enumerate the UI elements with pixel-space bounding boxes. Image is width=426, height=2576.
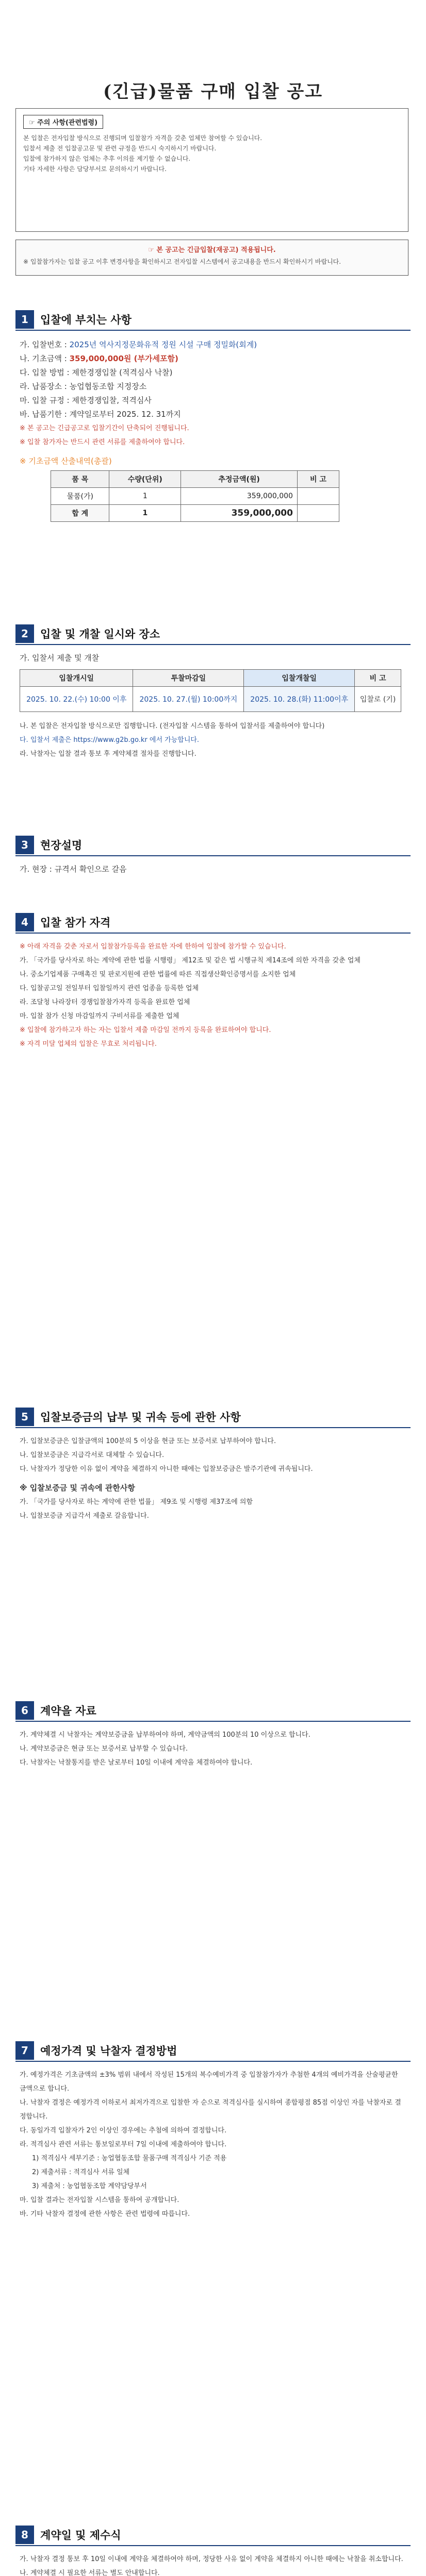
cell: 1: [109, 488, 181, 505]
section-title: 현장설명: [40, 839, 83, 852]
text-line: 바. 기타 낙찰자 결정에 관한 사항은 관련 법령에 따릅니다.: [20, 2210, 190, 2218]
section-title: 계약일 및 제수식: [40, 2529, 121, 2541]
budget-table: [51, 470, 339, 522]
summary-heading: ☞ 주의 사항(관련법령): [23, 115, 103, 129]
section-title: 예정가격 및 낙찰자 결정방법: [40, 2045, 177, 2057]
section-title: 입찰보증금의 납부 및 귀속 등에 관한 사항: [40, 1411, 241, 1423]
item-row: 라. 납품장소 : 농업협동조합 지정장소: [20, 382, 147, 391]
section-6: [15, 1700, 411, 1770]
text-line: 마. 입찰 참가 신청 마감일까지 구비서류를 제출한 업체: [20, 1012, 179, 1020]
section-4: [15, 912, 411, 1051]
section-header: [15, 835, 411, 856]
col-header: 품 목: [51, 471, 109, 488]
text-line: 나. 입찰보증금 지급각서 제출로 갈음합니다.: [20, 1512, 149, 1520]
summary-line: 본 입찰은 전자입찰 방식으로 진행되며 입찰참가 자격을 갖춘 업체만 참여할 수 있습니다.: [23, 134, 263, 142]
text-line: 나. 계약체결 시 필요한 서류는 별도 안내합니다.: [20, 2569, 160, 2576]
section-number: 4: [15, 913, 34, 931]
text-line: 가. 낙찰자 결정 통보 후 10일 이내에 계약을 체결하여야 하며, 정당한 사유 없이 계약을 체결하지 아니한 때에는 낙찰을 취소합니다.: [20, 2555, 403, 2563]
col-header: 추정금액(원): [181, 471, 298, 488]
notice-urgent-box: [15, 240, 408, 276]
text-line: 나. 중소기업제품 구매촉진 및 판로지원에 관한 법률에 따른 직접생산확인증명서를 소지한 업체: [20, 971, 296, 978]
section-header: [15, 309, 411, 331]
col-header: 비 고: [355, 670, 401, 687]
table-header-row: [51, 471, 339, 488]
text-line: ※ 아래 자격을 갖춘 자로서 입찰참가등록을 완료한 자에 한하여 입찰에 참가할 수 있습니다.: [20, 943, 286, 951]
text-line: 가. 「국가를 당사자로 하는 계약에 관한 법률 시행령」 제12조 및 같은 법 시행규칙 제14조에 의한 자격을 갖춘 업체: [20, 957, 361, 964]
table-row: [51, 505, 339, 522]
text-line: 가. 현장 : 규격서 확인으로 갈음: [20, 865, 127, 874]
text-line: 나. 계약보증금은 현금 또는 보증서로 납부할 수 있습니다.: [20, 1745, 188, 1753]
note: 다. 입찰서 제출은 https://www.g2b.go.kr 에서 가능합니다.: [20, 736, 200, 744]
section-number: 8: [15, 2526, 34, 2544]
summary-line: 입찰에 참가하지 않은 업체는 추후 이의를 제기할 수 없습니다.: [23, 155, 191, 162]
cell: 물품(가): [51, 488, 109, 505]
col-header: 수량(단위): [109, 471, 181, 488]
summary-lines: [23, 133, 401, 174]
urgent-heading: ☞ 본 공고는 긴급입찰(재공고) 적용됩니다.: [148, 246, 276, 254]
text-line: 다. 낙찰자는 낙찰통지를 받은 날로부터 10일 이내에 계약을 체결하여야 합니다.: [20, 1759, 253, 1767]
cell: 1: [109, 505, 181, 522]
schedule-table: [20, 669, 401, 712]
cell: 2025. 10. 28.(화) 11:00이후: [244, 687, 355, 712]
cell: 2025. 10. 27.(월) 10:00까지: [133, 687, 244, 712]
cell: 합 계: [51, 505, 109, 522]
warning-note: ※ 입찰에 참가하고자 하는 자는 입찰서 제출 마감일 전까지 등록을 완료하여야 합니다.: [20, 1026, 271, 1034]
text-line: 가. 입찰보증금은 입찰금액의 100분의 5 이상을 현금 또는 보증서로 납부하여야 합니다.: [20, 1437, 276, 1445]
table-row: [51, 488, 339, 505]
section-header: [15, 2524, 411, 2546]
text-line: 마. 입찰 결과는 전자입찰 시스템을 통하여 공개합니다.: [20, 2196, 179, 2204]
section-title: 입찰 및 개찰 일시와 장소: [40, 628, 160, 640]
section-header: [15, 1406, 411, 1428]
text-line: 라. 조달청 나라장터 경쟁입찰참가자격 등록을 완료한 업체: [20, 998, 190, 1006]
section-header: [15, 912, 411, 934]
cell: 입찰로 (기): [355, 687, 401, 712]
section-header: [15, 2040, 411, 2062]
text-line: 라. 적격심사 관련 서류는 통보일로부터 7일 이내에 제출하여야 합니다.: [20, 2141, 227, 2148]
sub-line: 1) 적격심사 세부기준 : 농업협동조합 물품구매 적격심사 기준 적용: [32, 2155, 227, 2162]
section-5: [15, 1406, 411, 1523]
section-3: [15, 835, 411, 876]
sub-heading: ※ 입찰보증금 및 귀속에 관한사항: [20, 1483, 135, 1493]
notice-summary-box: [15, 108, 408, 232]
summary-line: 입찰서 제출 전 입찰공고문 및 관련 규정을 반드시 숙지하시기 바랍니다.: [23, 145, 217, 152]
section-number: 6: [15, 1701, 34, 1720]
col-header: 비 고: [297, 471, 339, 488]
col-header: 입찰개시일: [20, 670, 133, 687]
text-line: 다. 동일가격 입찰자가 2인 이상인 경우에는 추첨에 의하여 결정합니다.: [20, 2127, 227, 2134]
cell: 359,000,000: [181, 488, 298, 505]
section-header: [15, 1700, 411, 1722]
section-1: [15, 309, 411, 522]
note: 나. 본 입찰은 전자입찰 방식으로만 집행합니다. (전자입찰 시스템을 통하여 입찰서를 제출하여야 합니다): [20, 722, 325, 730]
section-number: 2: [15, 624, 34, 643]
item-row: 나. 기초금액 : 359,000,000원 (부가세포함): [20, 354, 178, 363]
section-7: [15, 2040, 411, 2221]
section-title: 입찰에 부치는 사항: [40, 314, 132, 326]
text-line: 다. 낙찰자가 정당한 이유 없이 계약을 체결하지 아니한 때에는 입찰보증금은 발주기관에 귀속됩니다.: [20, 1465, 313, 1473]
item-row: 가. 입찰번호 : 2025년 역사지정문화유적 정원 시설 구매 정밀화(회계): [20, 340, 257, 349]
sub-heading: 가. 입찰서 제출 및 개찰: [20, 653, 100, 663]
table-row: [20, 687, 401, 712]
item-row: 다. 입찰 방법 : 제한경쟁입찰 (적격심사 낙찰): [20, 368, 173, 377]
col-header: 투찰마감일: [133, 670, 244, 687]
section-8: [15, 2524, 411, 2576]
section-number: 3: [15, 836, 34, 854]
table-header-row: [20, 670, 401, 687]
section-number: 5: [15, 1408, 34, 1426]
item-row: 마. 입찰 규정 : 제한경쟁입찰, 적격심사: [20, 396, 152, 405]
col-header: 입찰개찰일: [244, 670, 355, 687]
text-line: 나. 입찰보증금은 지급각서로 대체할 수 있습니다.: [20, 1451, 165, 1459]
cell: 359,000,000: [181, 505, 298, 522]
note: 라. 낙찰자는 입찰 결과 통보 후 계약체결 절차를 진행합니다.: [20, 750, 196, 758]
cell: [297, 488, 339, 505]
section-number: 7: [15, 2041, 34, 2060]
sub-line: 3) 제출처 : 농업협동조합 계약담당부서: [32, 2182, 147, 2190]
text-line: 나. 낙찰자 결정은 예정가격 이하로서 최저가격으로 입찰한 자 순으로 적격심사를 실시하여 종합평점 85점 이상인 자를 낙찰자로 결정합니다.: [20, 2099, 401, 2121]
section-number: 1: [15, 310, 34, 329]
warning-note: ※ 자격 미달 업체의 입찰은 무효로 처리됩니다.: [20, 1040, 157, 1048]
sub-line: 2) 제출서류 : 적격심사 서류 일체: [32, 2168, 130, 2176]
section-header: [15, 623, 411, 645]
section-2: [15, 623, 411, 761]
page-title: (긴급)물품 구매 입찰 공고: [103, 81, 323, 102]
table-heading: ※ 기초금액 산출내역(총괄): [20, 456, 112, 466]
summary-line: 기타 자세한 사항은 담당부서로 문의하시기 바랍니다.: [23, 165, 167, 173]
note: ※ 입찰 참가자는 반드시 관련 서류를 제출하여야 합니다.: [20, 438, 185, 446]
urgent-line: ※ 입찰참가자는 입찰 공고 이후 변경사항을 확인하시고 전자입찰 시스템에서 공고내용을 반드시 확인하시기 바랍니다.: [23, 258, 341, 265]
note: ※ 본 공고는 긴급공고로 입찰기간이 단축되어 진행됩니다.: [20, 425, 189, 432]
text-line: 가. 계약체결 시 낙찰자는 계약보증금을 납부하여야 하며, 계약금액의 100분의 10 이상으로 합니다.: [20, 1731, 310, 1739]
cell: 2025. 10. 22.(수) 10:00 이후: [20, 687, 133, 712]
text-line: 다. 입찰공고일 전일부터 입찰일까지 관련 업종을 등록한 업체: [20, 985, 199, 992]
text-line: 가. 「국가를 당사자로 하는 계약에 관한 법률」 제9조 및 시행령 제37조에 의함: [20, 1498, 253, 1506]
section-title: 계약을 자료: [40, 1705, 96, 1717]
item-row: 바. 납품기한 : 계약일로부터 2025. 12. 31까지: [20, 410, 181, 419]
section-title: 입찰 참가 자격: [40, 917, 111, 929]
text-line: 가. 예정가격은 기초금액의 ±3% 범위 내에서 작성된 15개의 복수예비가격 중 입찰참가자가 추첨한 4개의 예비가격을 산술평균한 금액으로 합니다.: [20, 2071, 398, 2093]
cell: [297, 505, 339, 522]
